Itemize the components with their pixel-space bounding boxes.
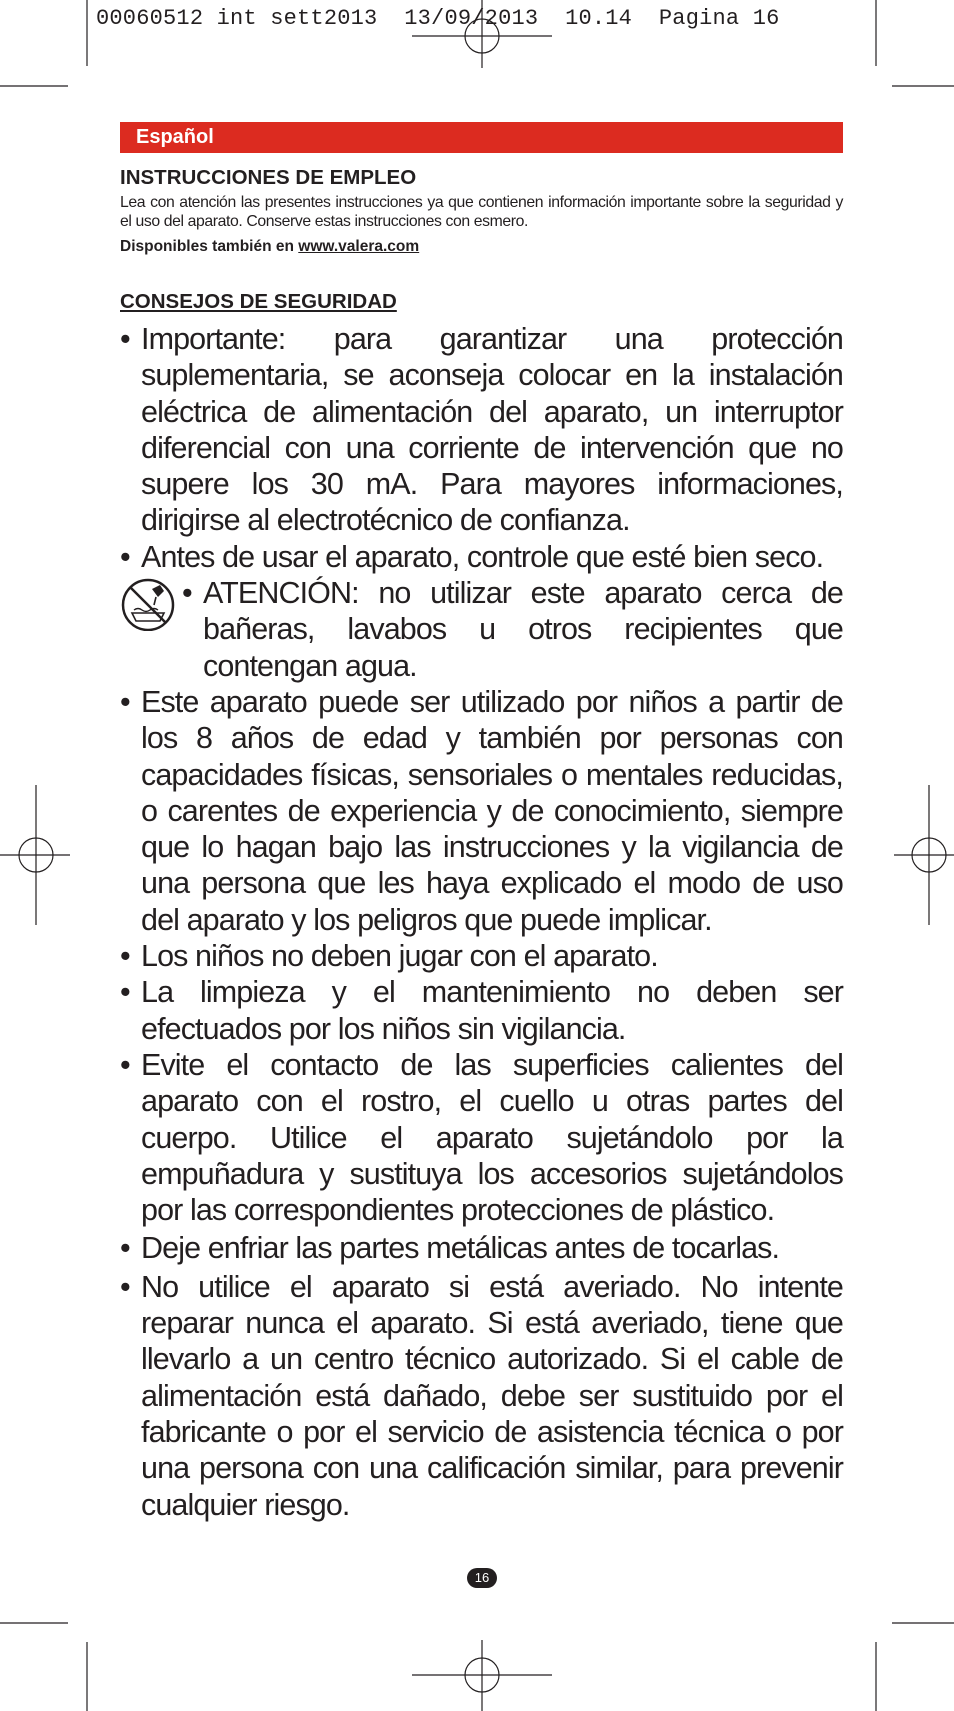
safety-item-water-warning [120,575,843,684]
safety-list [120,321,843,1523]
website-link[interactable]: www.valera.com [298,238,420,255]
safety-section-title: CONSEJOS DE SEGURIDAD [120,290,397,313]
safety-item-damaged: • No utilice el aparato si está averiado. No intente reparar nunca el aparato. Si está averiado, tiene que llevarlo a un centro técnico autorizado. Si el cable de alimentación está dañado, debe ser sustituido por el fabricante o por el servicio de asistencia técnica o por una persona con una calificación similar, para prevenir cualquier riesgo. [120,1269,843,1523]
instructions-heading: INSTRUCCIONES DE EMPLEO [120,166,417,189]
intro-paragraph: Lea con atención las presentes instrucciones ya que contienen información importante sobre la seguridad y el uso del aparato. Conserve estas instrucciones con esmero. [120,194,843,230]
safety-item-children-use: • Este aparato puede ser utilizado por niños a partir de los 8 años de edad y también por personas con capacidades físicas, sensoriales o mentales reducidas, o carentes de experiencia y de conocimiento, siempre que lo hagan bajo las instrucciones y la vigilancia de una persona que les haya explicado el modo de uso del aparato y los peligros que puede implicar. [120,684,843,938]
print-slug: 00060512 int sett2013 13/09/2013 10.14 Pagina 16 [96,6,780,31]
availability-prefix: Disponibles también en [120,238,299,255]
safety-item-cleaning: • La limpieza y el mantenimiento no deben ser efectuados por los niños sin vigilancia. [120,974,843,1047]
page-number: 16 [467,1568,497,1588]
availability-line [120,237,843,257]
safety-item-cool-down: • Deje enfriar las partes metálicas antes de tocarlas. [120,1230,843,1266]
water-warning-text: ATENCIÓN: no utilizar este aparato cerca de bañeras, lavabos u otros recipientes que contengan agua. [203,576,843,683]
safety-item-no-play: • Los niños no deben jugar con el aparato. [120,938,843,974]
page-content [120,122,843,1523]
safety-item-rcd: • Importante: para garantizar una protección suplementaria, se aconseja colocar en la instalación eléctrica de alimentación del aparato, un interruptor diferencial con una corriente de intervención que no supere los 30 mA. Para mayores informaciones, dirigirse al electrotécnico de confianza. [120,321,843,539]
language-bar: Español [120,122,843,153]
safety-item-hot-surfaces: • Evite el contacto de las superficies calientes del aparato con el rostro, el cuello u otras partes del cuerpo. Utilice el aparato sujetándolo por la empuñadura y sustituya los accesorios sujetándolos por las correspondientes protecciones de plástico. [120,1047,843,1228]
safety-item-dry: • Antes de usar el aparato, controle que esté bien seco. [120,539,843,575]
no-water-bath-icon [120,575,176,631]
